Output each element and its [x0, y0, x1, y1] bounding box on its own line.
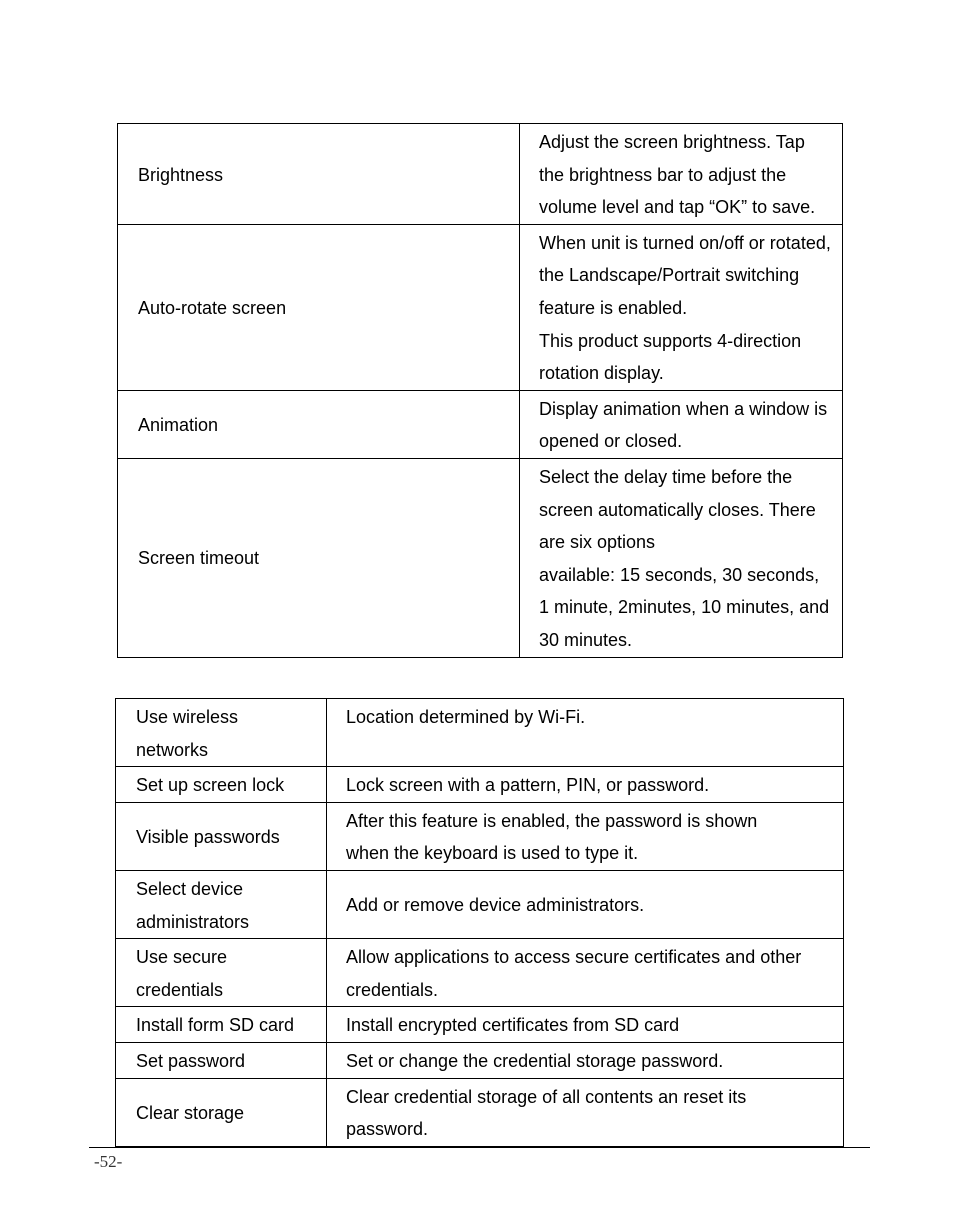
table-row [118, 390, 843, 458]
setting-description [520, 458, 843, 657]
label-line: Use wireless [136, 707, 239, 727]
table-row [118, 124, 843, 225]
description-line: 30 minutes. [539, 629, 633, 650]
label-line: Clear storage [136, 1102, 245, 1123]
setting-description [327, 939, 844, 1007]
description-line: Lock screen with a pattern, PIN, or password. [346, 775, 710, 796]
label-line: Use secure [136, 947, 228, 968]
description-line: Adjust the screen brightness. Tap [539, 132, 805, 152]
setting-description [327, 767, 844, 803]
description-line: After this feature is enabled, the password is shown [346, 810, 758, 831]
description-line: 1 minute, 2minutes, 10 minutes, and [539, 597, 830, 618]
display-settings-table [117, 123, 843, 658]
description-line: When unit is turned on/off or rotated, [539, 232, 831, 253]
table-row [118, 224, 843, 390]
label-line: Visible passwords [136, 827, 280, 848]
setting-description [520, 124, 843, 225]
label-line: credentials [136, 979, 224, 1000]
setting-name [116, 939, 327, 1007]
setting-name [116, 1042, 327, 1078]
description-line: feature is enabled. [539, 297, 688, 318]
setting-name: Auto-rotate screen [118, 224, 520, 390]
setting-name: Brightness [118, 124, 520, 225]
label-line: Set up screen lock [136, 775, 285, 796]
page-number: -52- [94, 1152, 123, 1171]
table-row [118, 458, 843, 657]
setting-description [327, 870, 844, 938]
setting-name [116, 1078, 327, 1146]
footer-divider [89, 1147, 870, 1148]
setting-name [116, 870, 327, 938]
description-line: the brightness bar to adjust the [539, 164, 787, 185]
setting-description [327, 802, 844, 870]
setting-name: Animation [118, 390, 520, 458]
description-line: Select the delay time before the [539, 466, 793, 487]
label-line: networks [136, 739, 209, 760]
description-line: Display animation when a window is [539, 398, 828, 419]
table-row [116, 802, 844, 870]
setting-description [520, 390, 843, 458]
setting-name: Screen timeout [118, 458, 520, 657]
setting-name [116, 699, 327, 767]
label-line: Install form SD card [136, 1015, 295, 1036]
table-row [116, 939, 844, 1007]
label-line: Select device [136, 878, 244, 899]
label-line: Set password [136, 1050, 246, 1071]
description-line: Allow applications to access secure certificates and other [346, 947, 802, 968]
description-line: opened or closed. [539, 431, 683, 452]
setting-name [116, 802, 327, 870]
setting-description [327, 1042, 844, 1078]
setting-name [116, 767, 327, 803]
description-line: screen automatically closes. There [539, 499, 816, 520]
description-line: are six options [539, 532, 656, 553]
description-line: when the keyboard is used to type it. [346, 843, 639, 864]
description-line: Add or remove device administrators. [346, 895, 645, 916]
description-line: Set or change the credential storage password. [346, 1050, 724, 1071]
description-line: credentials. [346, 979, 439, 1000]
description-line: Clear credential storage of all contents an reset its [346, 1086, 747, 1107]
description-line: This product supports 4-direction [539, 330, 802, 351]
label-line: administrators [136, 911, 250, 932]
setting-description [327, 1007, 844, 1043]
setting-description [520, 224, 843, 390]
description-line: the Landscape/Portrait switching [539, 265, 800, 286]
description-line: volume level and tap “OK” to save. [539, 197, 816, 218]
setting-description [327, 699, 844, 767]
setting-name [116, 1007, 327, 1043]
description-line: Install encrypted certificates from SD card [346, 1015, 680, 1036]
description-line: rotation display. [539, 363, 664, 384]
table-row [116, 870, 844, 938]
table-row [116, 1078, 844, 1146]
table-row [116, 1042, 844, 1078]
description-line: password. [346, 1119, 429, 1140]
table-row [116, 1007, 844, 1043]
table-row [116, 699, 844, 767]
description-line: available: 15 seconds, 30 seconds, [539, 564, 820, 585]
table-row [116, 767, 844, 803]
setting-description [327, 1078, 844, 1146]
security-settings-table [115, 698, 844, 1147]
description-line: Location determined by Wi-Fi. [346, 707, 586, 727]
